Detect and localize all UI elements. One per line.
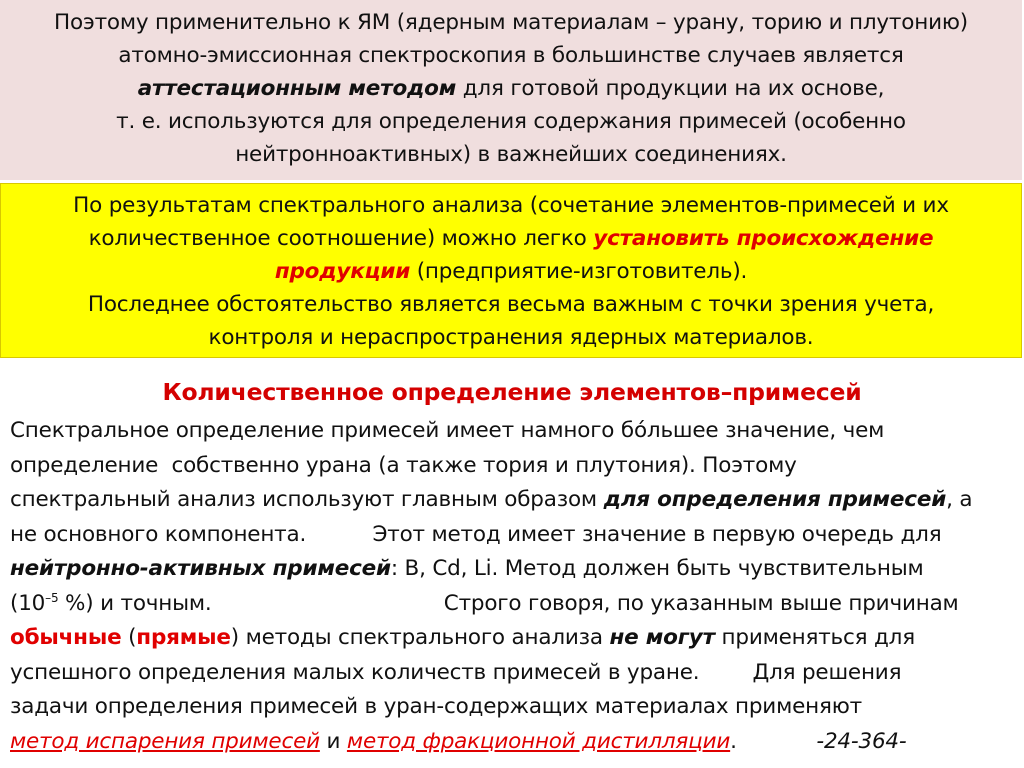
direct-emphasis: прямые	[136, 625, 231, 650]
highlight-line-1: По результатам спектрального анализа (сочетание элементов-примесей и их	[73, 193, 949, 218]
origin-emphasis-part2: продукции	[274, 259, 411, 284]
body-line-5	[10, 552, 1015, 587]
body-line-3-b: , а	[946, 487, 973, 512]
intro-line-3-rest: для готовой продукции на их основе,	[456, 76, 885, 101]
body-line-7	[10, 621, 1015, 656]
cannot-emphasis: не могут	[609, 625, 715, 650]
body-line-6	[10, 587, 1015, 622]
body-line-1: Спектральное определение примесей имеет намного бо́льшее значение, чем	[10, 418, 885, 443]
intro-line-4: т. е. используются для определения содержания примесей (особенно	[116, 109, 906, 134]
highlight-line-2-text: количественное соотношение) можно легко	[88, 226, 594, 251]
body-line-3	[10, 483, 1015, 518]
fractional-distillation-link[interactable]: метод фракционной дистилляции	[346, 728, 731, 754]
page-number: -24-364-	[816, 728, 907, 754]
body-line-6-a: (10	[10, 590, 46, 616]
origin-emphasis-part1: установить происхождение	[593, 226, 934, 251]
intro-panel	[0, 0, 1022, 180]
highlight-line-3	[1, 255, 1021, 288]
highlight-line-4: Последнее обстоятельство является весьма важным с точки зрения учета,	[87, 292, 935, 317]
attestation-method-emphasis: аттестационным методом	[137, 76, 457, 101]
body-line-10-b: .	[730, 728, 817, 754]
highlight-line-2	[1, 222, 1021, 255]
exponent: –5	[45, 590, 59, 605]
intro-line-1: Поэтому применительно к ЯМ (ядерным материалам – урану, торию и плутонию)	[54, 10, 968, 35]
body-line-7-b: ) методы спектрального анализа	[230, 625, 610, 650]
intro-line-2: атомно-эмиссионная спектроскопия в большинстве случаев является	[118, 43, 904, 68]
highlight-panel	[0, 183, 1022, 358]
intro-line-5: нейтронноактивных) в важнейших соединениях.	[235, 142, 787, 167]
body-line-7-a: (	[121, 625, 137, 650]
section-heading: Количественное определение элементов–примесей	[162, 378, 862, 406]
body-line-3-a: спектральный анализ используют главным образом	[10, 487, 604, 512]
neutron-active-emphasis: нейтронно-активных примесей	[10, 556, 391, 581]
body-line-8: успешного определения малых количеств примесей в уране. Для решения	[10, 659, 902, 685]
body-text	[10, 414, 1015, 759]
body-line-2: определение собственно урана (а также тория и плутония). Поэтому	[10, 452, 797, 478]
intro-line-3	[0, 72, 1022, 105]
body-line-7-c: применяться для	[714, 625, 915, 650]
impurity-determination-emphasis: для определения примесей	[603, 487, 947, 512]
body-line-5-b: : B, Cd, Li. Метод должен быть чувствительным	[390, 556, 924, 581]
body-line-10-a: и	[319, 728, 347, 754]
ordinary-emphasis: обычные	[10, 625, 122, 650]
body-line-10	[10, 725, 1015, 760]
body-line-6-b: %) и точным. Строго говоря, по указанным выше причинам	[58, 590, 959, 616]
highlight-line-3-rest: (предприятие-изготовитель).	[410, 259, 748, 284]
highlight-line-5: контроля и нераспространения ядерных материалов.	[208, 325, 814, 350]
evaporation-method-link[interactable]: метод испарения примесей	[10, 728, 320, 754]
body-line-9: задачи определения примесей в уран-содержащих материалах применяют	[10, 694, 862, 719]
body-line-4: не основного компонента. Этот метод имеет значение в первую очередь для	[10, 521, 942, 547]
